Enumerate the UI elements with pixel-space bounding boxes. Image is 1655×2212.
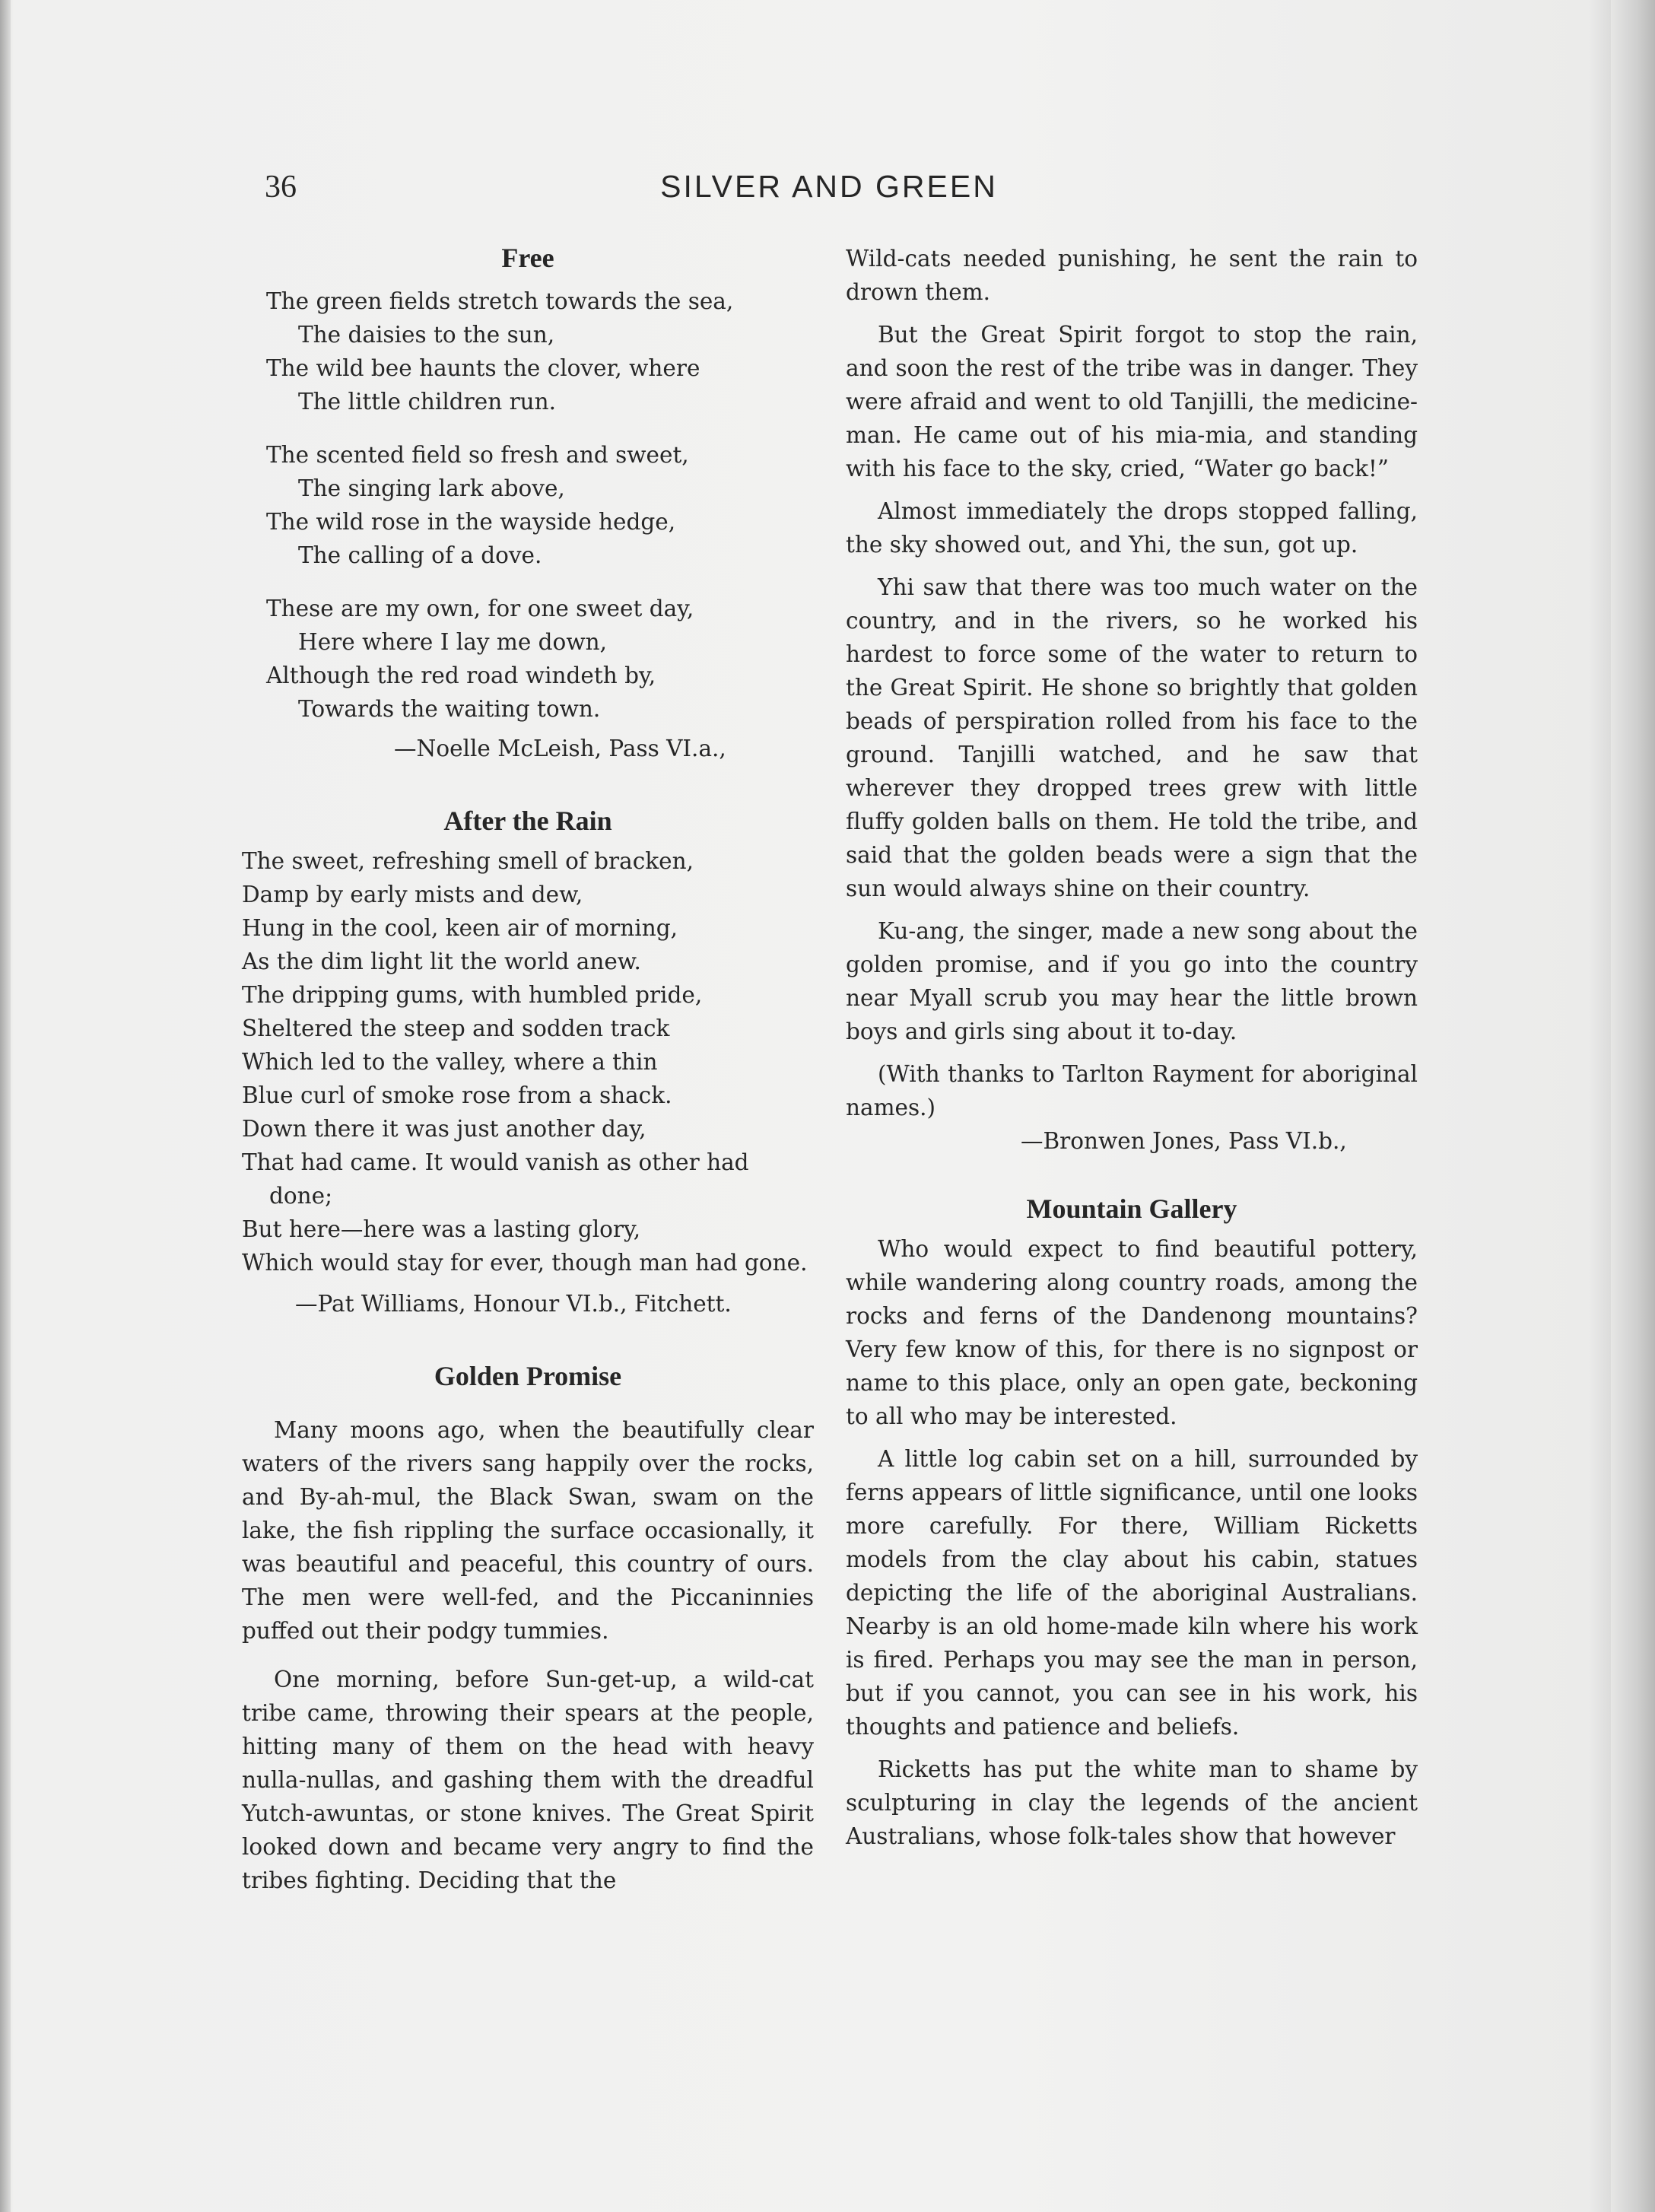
author-credit: —Pat Williams, Honour VI.b., Fitchett. <box>295 1291 732 1317</box>
poem-line: Although the red road windeth by, <box>266 663 656 688</box>
story-paragraph: But the Great Spirit forgot to stop the rain, and soon the rest of the tribe was in danger. They were afraid and went to old Tanjilli, the medicine-man. He came out of his mia-mia, and standing with his face to the sky, cried, “Water go back!” <box>846 322 1418 481</box>
story-paragraph: Ku-ang, the singer, made a new song about the golden promise, and if you go into the country near Myall scrub you may hear the little brown boys and girls sing about it to-day. <box>846 918 1418 1044</box>
poem-line: Down there it was just another day, <box>242 1116 646 1142</box>
story-paragraph: Ricketts has put the white man to shame by sculpturing in clay the legends of the ancient Australians, whose folk-tales show that however <box>846 1756 1418 1849</box>
story-paragraph: A little log cabin set on a hill, surrounded by ferns appears of little significance, until one looks more carefully. For there, William Ricketts models from the clay about his cabin, statues depicting the life of the aboriginal Australians. Nearby is an old home-made kiln where his work is fired. Perhaps you may see the man in person, but if you cannot, you can see in his work, his thoughts and patience and beliefs. <box>846 1446 1418 1740</box>
story-paragraph: Yhi saw that there was too much water on the country, and in the rivers, so he worked his hardest to force some of the water to return to the Great Spirit. He shone so brightly that golden beads of perspiration rolled from his face to the ground. Tanjilli watched, and he saw that wherever they dropped trees grew with little fluffy golden balls on them. He told the tribe, and said that the golden beads were a sign that the sun would always shine on their country. <box>846 574 1418 901</box>
poem-line: These are my own, for one sweet day, <box>266 596 694 621</box>
poem-line: Blue curl of smoke rose from a shack. <box>242 1082 672 1108</box>
poem-line: The dripping gums, with humbled pride, <box>242 982 703 1008</box>
story-title-golden-promise: Golden Promise <box>434 1361 622 1391</box>
poem-after-the-rain <box>242 844 814 1279</box>
poem-line: The scented field so fresh and sweet, <box>266 442 689 468</box>
page-left-edge <box>0 0 11 2212</box>
poem-line: Towards the waiting town. <box>298 696 601 722</box>
author-credit: —Bronwen Jones, Pass VI.b., <box>1021 1128 1347 1154</box>
running-header: SILVER AND GREEN <box>660 169 998 204</box>
poem-stanza <box>266 592 814 726</box>
story-paragraph: (With thanks to Tarlton Rayment for aboriginal names.) <box>846 1061 1418 1120</box>
poem-line: That had came. It would vanish as other had done; <box>242 1149 749 1209</box>
story-paragraph: One morning, before Sun-get-up, a wild-cat tribe came, throwing their spears at the people, hitting many of them on the head with heavy nulla-nullas, and gashing them with the dreadful Yutch-awuntas, or stone knives. The Great Spirit looked down and became very angry to find the tribes fighting. Deciding that the <box>242 1667 814 1893</box>
story-paragraph: Wild-cats needed punishing, he sent the rain to drown them. <box>846 246 1418 305</box>
right-column <box>846 242 1418 1853</box>
poem-line: The singing lark above, <box>298 475 565 501</box>
poem-line: But here—here was a lasting glory, <box>242 1216 641 1242</box>
page-number: 36 <box>265 170 297 205</box>
poem-line: Sheltered the steep and sodden track <box>242 1015 670 1041</box>
poem-line: The daisies to the sun, <box>298 322 555 348</box>
poem-line: Here where I lay me down, <box>298 629 607 655</box>
poem-line: The little children run. <box>298 389 557 415</box>
poem-line: Which would stay for ever, though man had gone. <box>242 1250 808 1276</box>
poem-line: Hung in the cool, keen air of morning, <box>242 915 678 941</box>
poem-line: Damp by early mists and dew, <box>242 882 583 907</box>
poem-line: As the dim light lit the world anew. <box>242 949 641 974</box>
poem-line: The green fields stretch towards the sea, <box>266 288 734 314</box>
poem-title-after-the-rain: After the Rain <box>443 806 612 836</box>
page-right-edge <box>1611 0 1655 2212</box>
poem-stanza <box>266 438 814 572</box>
author-credit: —Noelle McLeish, Pass VI.a., <box>394 736 726 761</box>
story-paragraph: Almost immediately the drops stopped falling, the sky showed out, and Yhi, the sun, got up. <box>846 498 1418 558</box>
poem-line: The sweet, refreshing smell of bracken, <box>242 848 694 874</box>
poem-stanza <box>266 284 814 418</box>
poem-line: The calling of a dove. <box>298 542 542 568</box>
poem-free <box>242 284 814 726</box>
story-paragraph: Many moons ago, when the beautifully clear waters of the rivers sang happily over the rocks, and By-ah-mul, the Black Swan, swam on the lake, the fish rippling the surface occasionally, it was beautiful and peaceful, this country of ours. The men were well-fed, and the Piccaninnies puffed out their podgy tummies. <box>242 1417 814 1644</box>
story-title-mountain-gallery: Mountain Gallery <box>1026 1193 1237 1224</box>
poem-line: The wild rose in the wayside hedge, <box>266 509 676 535</box>
poem-line: Which led to the valley, where a thin <box>242 1049 658 1075</box>
story-paragraph: Who would expect to find beautiful pottery, while wandering along country roads, among the rocks and ferns of the Dandenong mountains? Very few know of this, for there is no signpost or name to this place, only an open gate, beckoning to all who may be interested. <box>846 1236 1418 1429</box>
left-column <box>242 242 814 1897</box>
poem-title-free: Free <box>501 243 554 273</box>
poem-line: The wild bee haunts the clover, where <box>266 355 700 381</box>
